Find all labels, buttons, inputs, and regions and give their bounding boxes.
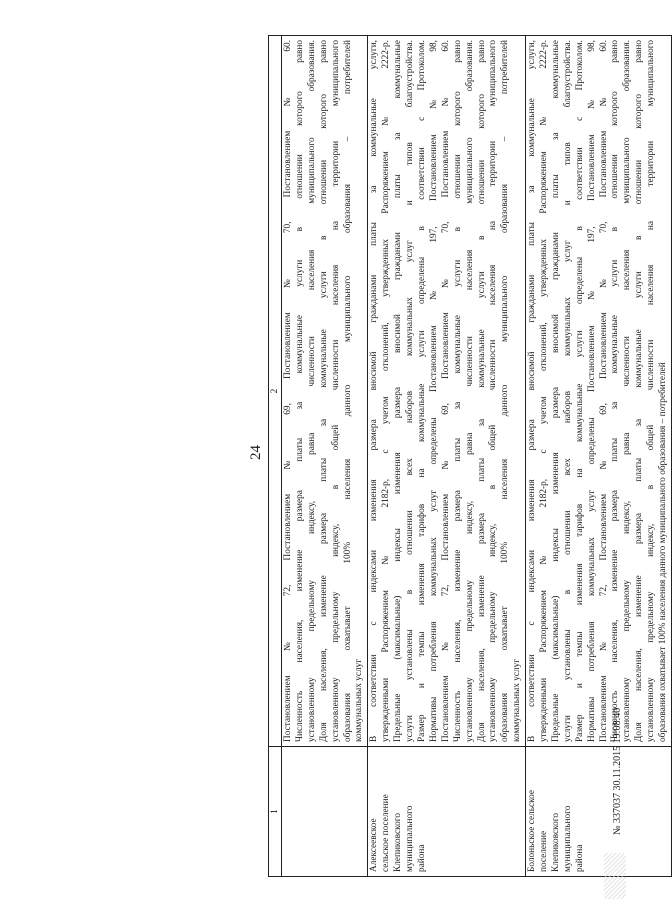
municipality-name-line: муниципального [562, 805, 573, 872]
table-row [526, 36, 672, 877]
description-cell [526, 36, 672, 747]
description-line: Постановлением № 72, Постановлением № 69, Постановлением № 70, Постановлением № 60. [440, 40, 451, 742]
table-header-row [269, 36, 282, 877]
municipality-name-line: района [574, 844, 585, 872]
description-line: Доля населения, изменение размера платы за коммунальные услуги в отношении которого равно [476, 40, 487, 742]
municipality-name-line: сельское поселение [381, 794, 392, 872]
stamp-text: № 337037 30.11.2015 19:08:40 [612, 707, 623, 835]
description-line: установленному предельному индексу, равна численности населения муниципального образования. [306, 40, 317, 742]
description-line: установленному предельному индексу, в общей численности населения на территории муниципального [330, 40, 341, 742]
description-line: услуги установлены в отношении всех наборов коммунальных услуг и типов благоустройства. [562, 40, 573, 742]
description-line: Предельные (максимальные) индексы изменения размера вносимой гражданами платы за коммунальные [393, 40, 404, 742]
description-line: Размер и темпы изменения тарифов на коммунальные услуги определены в соответствии с Протоколом. [574, 40, 585, 742]
description-line: услуги установлены в отношении всех наборов коммунальных услуг и типов благоустройства. [405, 40, 416, 742]
description-line: образования охватывает 100% населения данного муниципального образования – потребителей [658, 362, 669, 742]
description-line: Постановлением № 72, Постановлением № 69, Постановлением № 70, Постановлением № 60. [598, 40, 609, 742]
municipality-name-line: муниципального [405, 805, 416, 872]
description-line: установленному предельному индексу, равна численности населения муниципального образования. [464, 40, 475, 742]
table-row [368, 36, 526, 877]
municipality-cell [282, 747, 368, 877]
description-line: Постановлением № 72, Постановлением № 69, Постановлением № 70, Постановлением № 60. [283, 40, 293, 742]
description-line: установленному предельному индексу, в общей численности населения на территории муниципального [646, 40, 657, 742]
description-cell [368, 36, 526, 747]
municipality-cell [368, 747, 526, 877]
description-line: коммунальных услуг [354, 658, 365, 742]
municipality-cell [526, 747, 672, 877]
column-header-1: 1 [269, 747, 282, 877]
table-row [282, 36, 368, 877]
stamp-logo-icon [604, 853, 626, 899]
municipality-name-line: поселение [539, 830, 550, 872]
description-line: образования охватывает 100% населения данного муниципального образования – потребителей [342, 40, 353, 742]
description-line: установленному предельному индексу, в общей численности населения на территории муниципального [488, 40, 499, 742]
description-line: Численность населения, изменение размера платы за коммунальные услуги в отношении которого равно [452, 40, 463, 742]
municipality-name-line: Клепиковского [550, 813, 561, 872]
description-line: установленному предельному индексу, равна численности населения муниципального образования. [622, 40, 633, 742]
description-line: Нормативы потребления коммунальных услуг определены Постановлением № 197, Постановлением № 98, [586, 40, 597, 742]
description-line: коммунальных услуг [512, 658, 523, 742]
description-line: образования охватывает 100% населения данного муниципального образования – потребителей [500, 40, 511, 742]
municipality-name-line: района [416, 844, 427, 872]
municipality-name-line: Алексеевское [369, 818, 380, 872]
description-line: Численность населения, изменение размера платы за коммунальные услуги в отношении которого равно [294, 40, 305, 742]
description-line: утвержденными Распоряжением № 2182-р, с учетом отклонений, утвержденных Распоряжением № 2222-р. [539, 40, 550, 742]
description-line: Доля населения, изменение размера платы за коммунальные услуги в отношении которого равно [318, 40, 329, 742]
column-header-2: 2 [269, 36, 282, 747]
description-line: Численность населения, изменение размера платы за коммунальные услуги в отношении которого равно [610, 40, 621, 742]
description-line: В соответствии с индексами изменения размера вносимой гражданами платы за коммунальные услуги, [369, 40, 380, 742]
description-line: утвержденными Распоряжением № 2182-р, с учетом отклонений, утвержденных Распоряжением № 2222-р. [381, 40, 392, 742]
municipality-name-line: Клепиковского [393, 813, 404, 872]
municipality-name-line: Болоньское сельское [527, 789, 538, 872]
description-line: Размер и темпы изменения тарифов на коммунальные услуги определены в соответствии с Протоколом. [416, 40, 427, 742]
page-number: 24 [248, 445, 264, 460]
description-line: Предельные (максимальные) индексы изменения размера вносимой гражданами платы за коммунальные [550, 40, 561, 742]
description-line: В соответствии с индексами изменения размера вносимой гражданами платы за коммунальные услуги, [527, 40, 538, 742]
registration-stamp [604, 707, 634, 905]
description-cell [282, 36, 368, 747]
description-line: Нормативы потребления коммунальных услуг определены Постановлением № 197, Постановлением № 98, [428, 40, 439, 742]
description-line: Доля населения, изменение размера платы за коммунальные услуги в отношении которого равно [634, 40, 645, 742]
